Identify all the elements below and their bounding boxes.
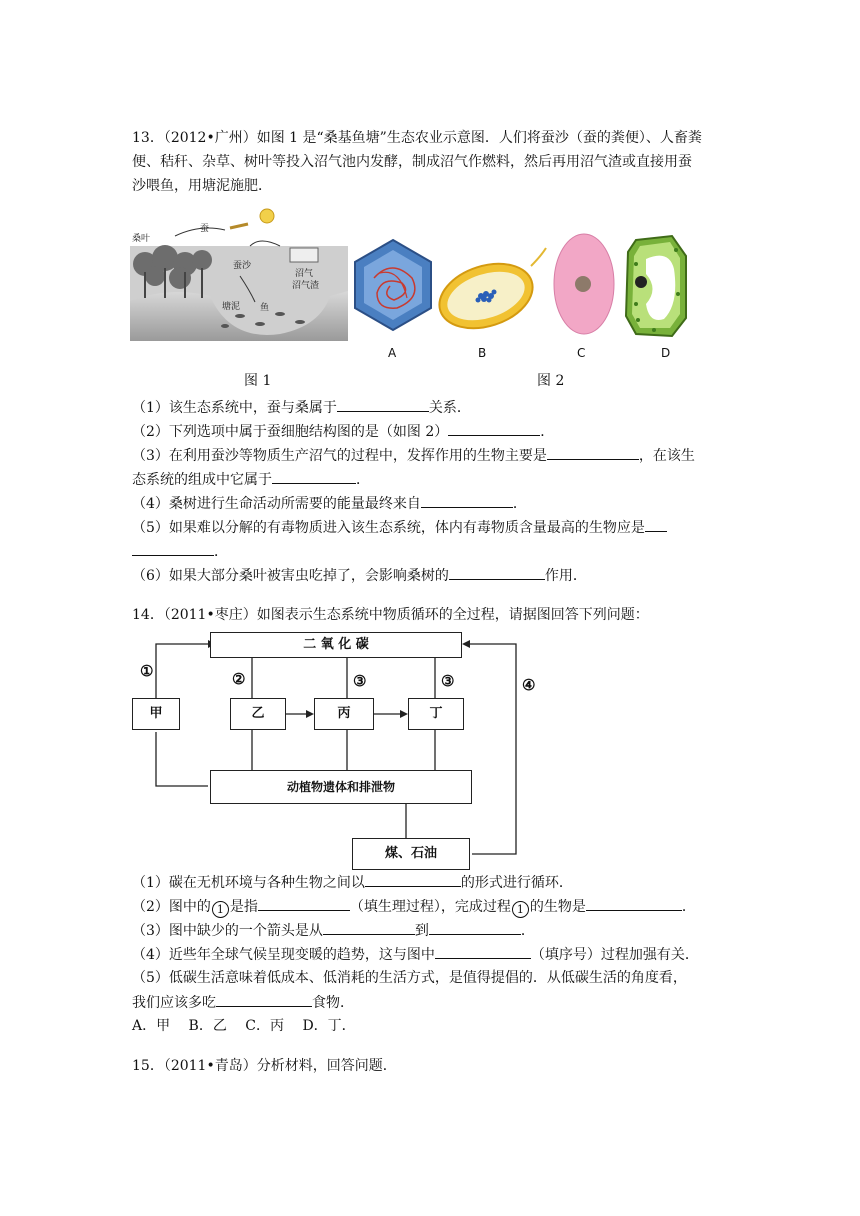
q13-stem-line1: 13．（2012•广州）如图 1 是“桑基鱼塘”生态农业示意图．人们将蚕沙（蚕的粪便）、人畜粪 <box>132 130 702 146</box>
fig1-label-yu: 鱼 <box>260 303 270 313</box>
figure-1-mulberry-fishpond <box>130 206 348 341</box>
figure-2-cell-b-bacterium <box>436 246 548 332</box>
fig1-label-tangni: 塘泥 <box>222 302 241 312</box>
q13-sub3-line1: （3）在利用蚕沙等物质生产沼气的过程中，发挥作用的生物主要是 ，在该生 <box>132 445 695 466</box>
fig2-label-a: A <box>388 346 397 360</box>
figure-2-cell-d-plant <box>624 234 690 338</box>
arrow-label-3b: ③ <box>441 672 455 690</box>
box-fossil-fuel: 煤、石油 <box>352 838 470 870</box>
q14-sub1: （1）碳在无机环境与各种生物之间以 的形式进行循环． <box>132 872 573 893</box>
fig1-label-sangye: 桑叶 <box>132 234 151 244</box>
q13-sub5-line2: ． <box>132 541 228 562</box>
answer-blank[interactable] <box>323 920 415 935</box>
figure-2-caption: 图 2 <box>537 373 565 389</box>
box-jia: 甲 <box>132 698 180 730</box>
fig2-label-c: C <box>577 346 586 360</box>
q13-sub4: （4）桑树进行生命活动所需要的能量最终来自 ． <box>132 493 527 514</box>
q13-sub1: （1）该生态系统中，蚕与桑属于 关系． <box>132 397 471 418</box>
q14-stem: 14．（2011•枣庄）如图表示生态系统中物质循环的全过程，请据图回答下列问题： <box>132 607 649 623</box>
q14-sub5-line2: 我们应该多吃 食物． <box>132 992 354 1013</box>
q14-sub5-line1: （5）低碳生活意味着低成本、低消耗的生活方式，是值得提倡的．从低碳生活的角度看， <box>132 970 687 986</box>
answer-blank[interactable] <box>365 872 461 887</box>
answer-blank[interactable] <box>435 944 531 959</box>
answer-blank[interactable] <box>645 517 667 532</box>
co2-box: 二 氧 化 碳 <box>210 632 462 658</box>
fig1-label-zhaoqizha: 沼气渣 <box>292 281 320 291</box>
fig2-label-b: B <box>478 346 487 360</box>
answer-blank[interactable] <box>216 992 312 1007</box>
answer-blank[interactable] <box>448 421 540 436</box>
arrow-label-1: ① <box>140 662 154 680</box>
q13-sub6: （6）如果大部分桑叶被害虫吃掉了，会影响桑树的 作用． <box>132 565 587 586</box>
figure-1-caption: 图 1 <box>244 373 272 389</box>
q13-stem-line3: 沙喂鱼，用塘泥施肥． <box>132 178 272 194</box>
arrow-label-3a: ③ <box>353 672 367 690</box>
box-yi: 乙 <box>230 698 286 730</box>
box-remains: 动植物遗体和排泄物 <box>210 770 472 804</box>
answer-blank[interactable] <box>449 565 545 580</box>
q14-sub4: （4）近些年全球气候呈现变暖的趋势，这与图中 （填序号）过程加强有关． <box>132 944 699 965</box>
fig2-label-d: D <box>661 346 671 360</box>
answer-blank[interactable] <box>429 920 521 935</box>
q13-sub3-line2: 态系统的组成中它属于 ． <box>132 469 370 490</box>
q14-options: A．甲 B．乙 C．丙 D．丁． <box>132 1018 356 1034</box>
q13-sub5-line1: （5）如果难以分解的有毒物质进入该生态系统，体内有毒物质含量最高的生物应是 <box>132 517 667 538</box>
fig1-label-cansha: 蚕沙 <box>233 261 252 271</box>
box-ding: 丁 <box>408 698 464 730</box>
q14-sub2: （2）图中的 1 是指 （填生理过程），完成过程 1 的生物是 ． <box>132 896 696 918</box>
answer-blank[interactable] <box>132 541 214 556</box>
arrow-label-2: ② <box>232 670 246 688</box>
q13-stem-line2: 便、秸秆、杂草、树叶等投入沼气池内发酵，制成沼气作燃料，然后再用沼气渣或直接用蚕 <box>132 154 692 170</box>
answer-blank[interactable] <box>258 896 350 911</box>
arrow-label-4: ④ <box>522 676 536 694</box>
carbon-cycle-diagram <box>130 632 550 872</box>
answer-blank[interactable] <box>272 469 356 484</box>
q13-sub2: （2）下列选项中属于蚕细胞结构图的是（如图 2） ． <box>132 421 554 442</box>
answer-blank[interactable] <box>421 493 513 508</box>
q15-stem: 15．（2011•青岛）分析材料，回答问题． <box>132 1058 397 1074</box>
figure-2-cell-a-virus <box>352 238 434 332</box>
fig1-label-can: 蚕 <box>200 224 210 234</box>
figure-2-cell-c-animal <box>552 232 616 336</box>
q14-sub3: （3）图中缺少的一个箭头是从 到 ． <box>132 920 535 941</box>
answer-blank[interactable] <box>586 896 682 911</box>
box-bing: 丙 <box>314 698 374 730</box>
answer-blank[interactable] <box>337 397 429 412</box>
answer-blank[interactable] <box>547 445 639 460</box>
fig1-label-zhaoqi: 沼气 <box>295 269 314 279</box>
